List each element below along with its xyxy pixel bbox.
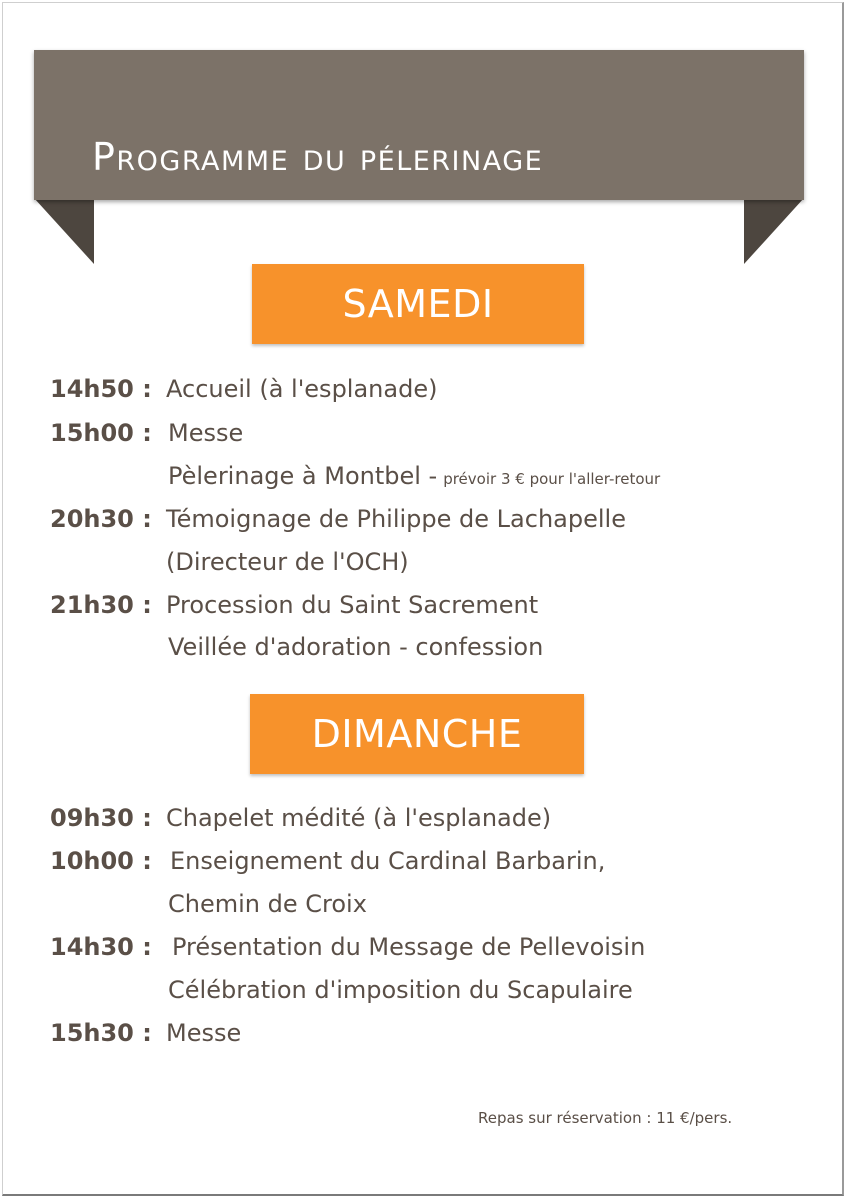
schedule-text: Témoignage de Philippe de Lachapelle xyxy=(166,505,626,533)
schedule-text: (Directeur de l'OCH) xyxy=(166,548,409,576)
day-header-dimanche: DIMANCHE xyxy=(250,694,584,774)
banner-fold-right xyxy=(744,198,804,264)
schedule-text: Pèlerinage à Montbel - xyxy=(168,462,438,490)
schedule-text-with-note xyxy=(168,461,660,494)
day-header-samedi: SAMEDI xyxy=(252,264,584,344)
title-banner xyxy=(34,50,804,200)
schedule-time: 21h30 : xyxy=(50,591,152,619)
schedule-text: Célébration d'imposition du Scapulaire xyxy=(168,976,633,1004)
schedule-time: 10h00 : xyxy=(50,847,152,875)
schedule-text: Présentation du Message de Pellevoisin xyxy=(172,933,646,961)
schedule-text: Procession du Saint Sacrement xyxy=(166,591,539,619)
schedule-time: 15h00 : xyxy=(50,419,152,447)
banner-fold-left xyxy=(34,198,94,264)
schedule-text: Chapelet médité (à l'esplanade) xyxy=(166,804,552,832)
schedule-text: Messe xyxy=(168,419,244,447)
schedule-text: Messe xyxy=(166,1019,242,1047)
schedule-text: Enseignement du Cardinal Barbarin, xyxy=(170,847,606,875)
schedule-time: 14h50 : xyxy=(50,375,152,403)
schedule-time: 15h30 : xyxy=(50,1019,152,1047)
schedule-time: 20h30 : xyxy=(50,505,152,533)
schedule-text: Accueil (à l'esplanade) xyxy=(166,375,438,403)
meal-reservation-note: Repas sur réservation : 11 €/pers. xyxy=(478,1109,733,1127)
schedule-text: Chemin de Croix xyxy=(168,890,367,918)
schedule-text: Veillée d'adoration - confession xyxy=(168,633,544,661)
schedule-time: 09h30 : xyxy=(50,804,152,832)
schedule-note: prévoir 3 € pour l'aller-retour xyxy=(443,470,661,488)
schedule-time: 14h30 : xyxy=(50,933,152,961)
page-title: Programme du pélerinage xyxy=(92,135,544,179)
